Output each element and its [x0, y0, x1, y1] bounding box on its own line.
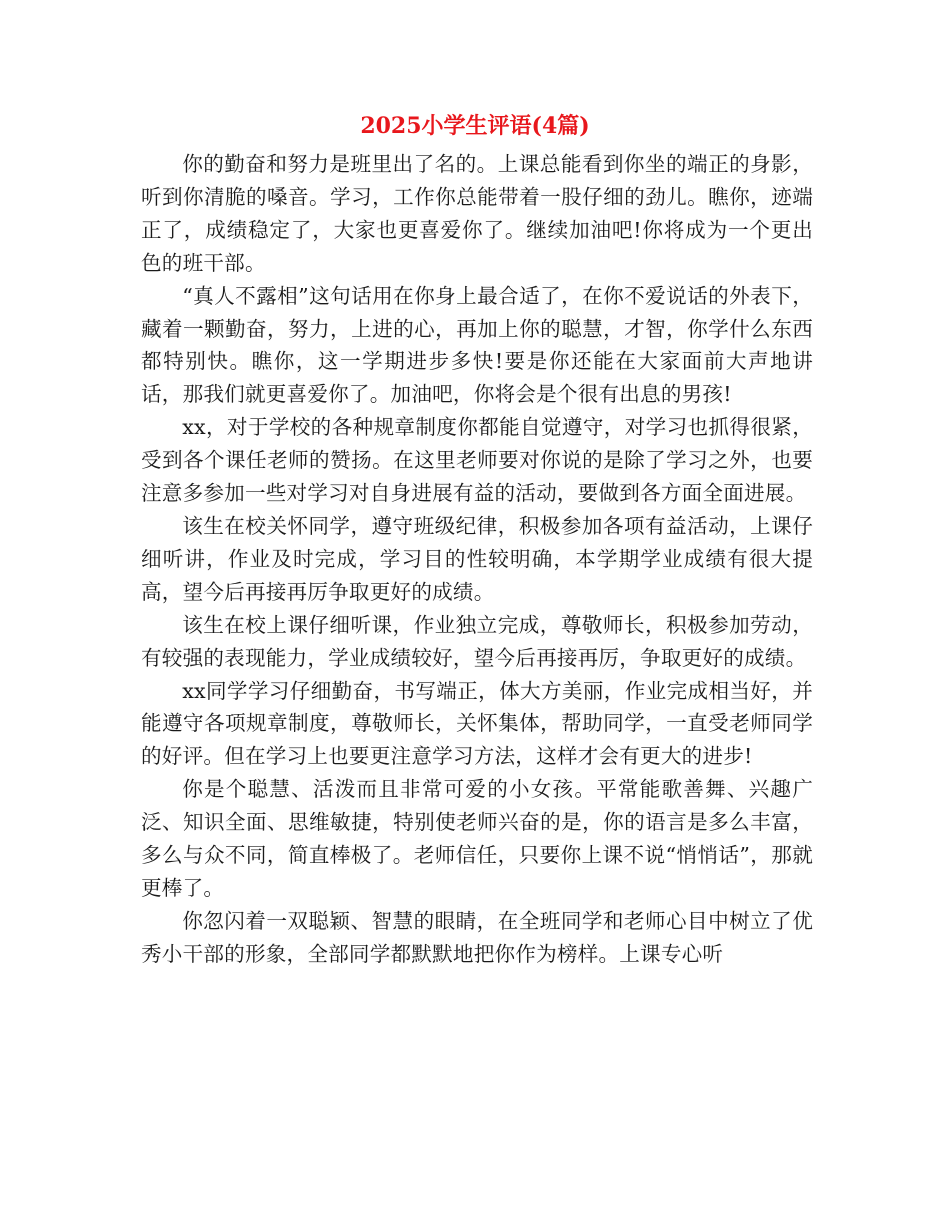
document-title: 2025小学生评语(4篇)	[360, 113, 590, 139]
paragraph: 该生在校关怀同学，遵守班级纪律，积极参加各项有益活动，上课仔细听讲，作业及时完成，学习目的性较明确，本学期学业成绩有很大提高，望今后再接再厉争取更好的成绩。	[141, 513, 813, 604]
paragraph: “真人不露相”这句话用在你身上最合适了，在你不爱说话的外表下，藏着一颗勤奋，努力，上进的心，再加上你的聪慧，才智，你学什么东西都特别快。瞧你，这一学期进步多快!要是你还能在大家面前大声地讲话，那我们就更喜爱你了。加油吧，你将会是个很有出息的男孩!	[141, 283, 813, 407]
paragraph: xx，对于学校的各种规章制度你都能自觉遵守，对学习也抓得很紧，受到各个课任老师的赞扬。在这里老师要对你说的是除了学习之外，也要注意多参加一些对学习对自身进展有益的活动，要做到各方面全面进展。	[141, 415, 813, 506]
paragraph: 该生在校上课仔细听课，作业独立完成，尊敬师长，积极参加劳动，有较强的表现能力，学业成绩较好，望今后再接再厉，争取更好的成绩。	[141, 612, 813, 670]
paragraph: 你是个聪慧、活泼而且非常可爱的小女孩。平常能歌善舞、兴趣广泛、知识全面、思维敏捷，特别使老师兴奋的是，你的语言是多么丰富，多么与众不同，简直棒极了。老师信任，只要你上课不说“悄悄话”，那就更棒了。	[141, 777, 813, 900]
document-body	[141, 148, 813, 971]
paragraph: xx同学学习仔细勤奋，书写端正，体大方美丽，作业完成相当好，并能遵守各项规章制度，尊敬师长，关怀集体，帮助同学，一直受老师同学的好评。但在学习上也要更注意学习方法，这样才会有更大的进步!	[141, 678, 813, 769]
paragraph: 你的勤奋和努力是班里出了名的。上课总能看到你坐的端正的身影，听到你清脆的嗓音。学习，工作你总能带着一股仔细的劲儿。瞧你，迹端正了，成绩稳定了，大家也更喜爱你了。继续加油吧!你将成为一个更出色的班干部。	[141, 152, 813, 275]
paragraph: 你忽闪着一双聪颖、智慧的眼睛，在全班同学和老师心目中树立了优秀小干部的形象，全部同学都默默地把你作为榜样。上课专心听	[141, 908, 813, 966]
